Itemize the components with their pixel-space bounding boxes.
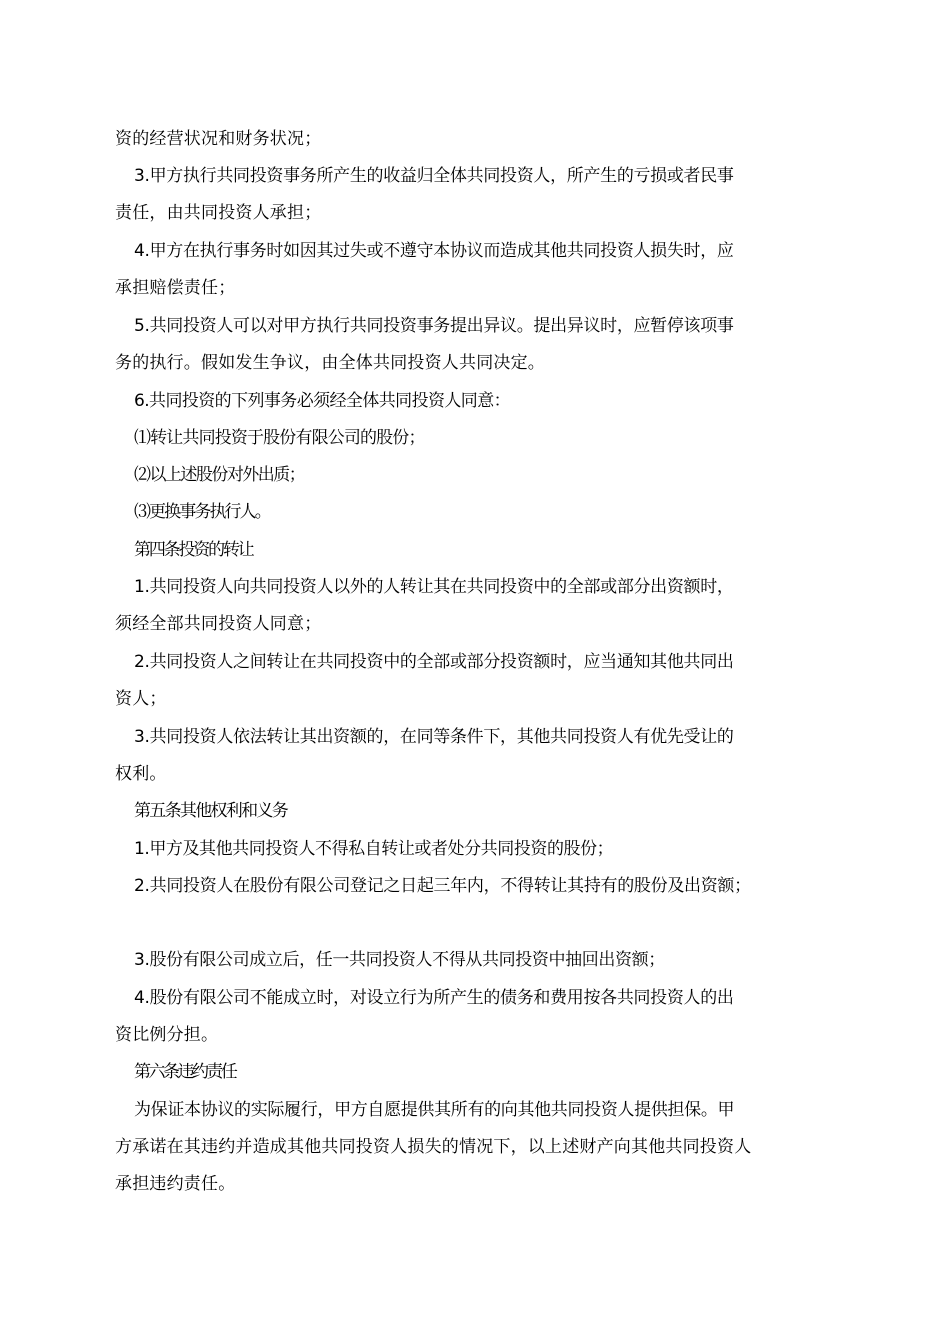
text-line: 1.甲方及其他共同投资人不得私自转让或者处分共同投资的股份；: [134, 839, 614, 859]
text-line: 2.共同投资人在股份有限公司登记之日起三年内，不得转让其持有的股份及出资额；: [134, 876, 751, 896]
text-line: 务的执行。假如发生争议，由全体共同投资人共同决定。: [115, 353, 545, 373]
text-line: 3.甲方执行共同投资事务所产生的收益归全体共同投资人，所产生的亏损或者民事: [134, 166, 734, 186]
text-line: 承担违约责任。: [115, 1174, 236, 1194]
text-line: 资人；: [115, 689, 167, 709]
section-heading: 第五条其他权利和义务: [134, 801, 287, 821]
text-line: ⑴转让共同投资于股份有限公司的股份；: [134, 428, 425, 448]
text-line: 4.股份有限公司不能成立时，对设立行为所产生的债务和费用按各共同投资人的出: [134, 988, 734, 1008]
section-heading: 第六条违约责任: [134, 1062, 236, 1082]
text-line: 权利。: [115, 764, 167, 784]
text-line: 4.甲方在执行事务时如因其过失或不遵守本协议而造成其他共同投资人损失时，应: [134, 241, 734, 261]
text-line: ⑶更换事务执行人。: [134, 502, 270, 522]
text-line: 须经全部共同投资人同意；: [115, 614, 322, 634]
text-line: 资比例分担。: [115, 1025, 219, 1045]
text-line: 3.股份有限公司成立后，任一共同投资人不得从共同投资中抽回出资额；: [134, 950, 665, 970]
section-heading: 第四条投资的转让: [134, 540, 253, 560]
text-line: 5.共同投资人可以对甲方执行共同投资事务提出异议。提出异议时，应暂停该项事: [134, 316, 734, 336]
text-line: 6.共同投资的下列事务必须经全体共同投资人同意：: [134, 391, 511, 411]
text-line: 方承诺在其违约并造成其他共同投资人损失的情况下，以上述财产向其他共同投资人: [115, 1137, 752, 1157]
text-line: 3.共同投资人依法转让其出资额的，在同等条件下，其他共同投资人有优先受让的: [134, 727, 734, 747]
text-line: 1.共同投资人向共同投资人以外的人转让其在共同投资中的全部或部分出资额时，: [134, 577, 734, 597]
text-line: 为保证本协议的实际履行，甲方自愿提供其所有的向其他共同投资人提供担保。甲: [134, 1100, 735, 1120]
text-line: 责任，由共同投资人承担；: [115, 203, 322, 223]
text-line: ⑵以上述股份对外出质；: [134, 465, 305, 485]
text-line: 承担赔偿责任；: [115, 278, 236, 298]
text-line: 资的经营状况和财务状况；: [115, 129, 322, 149]
text-line: 2.共同投资人之间转让在共同投资中的全部或部分投资额时，应当通知其他共同出: [134, 652, 734, 672]
